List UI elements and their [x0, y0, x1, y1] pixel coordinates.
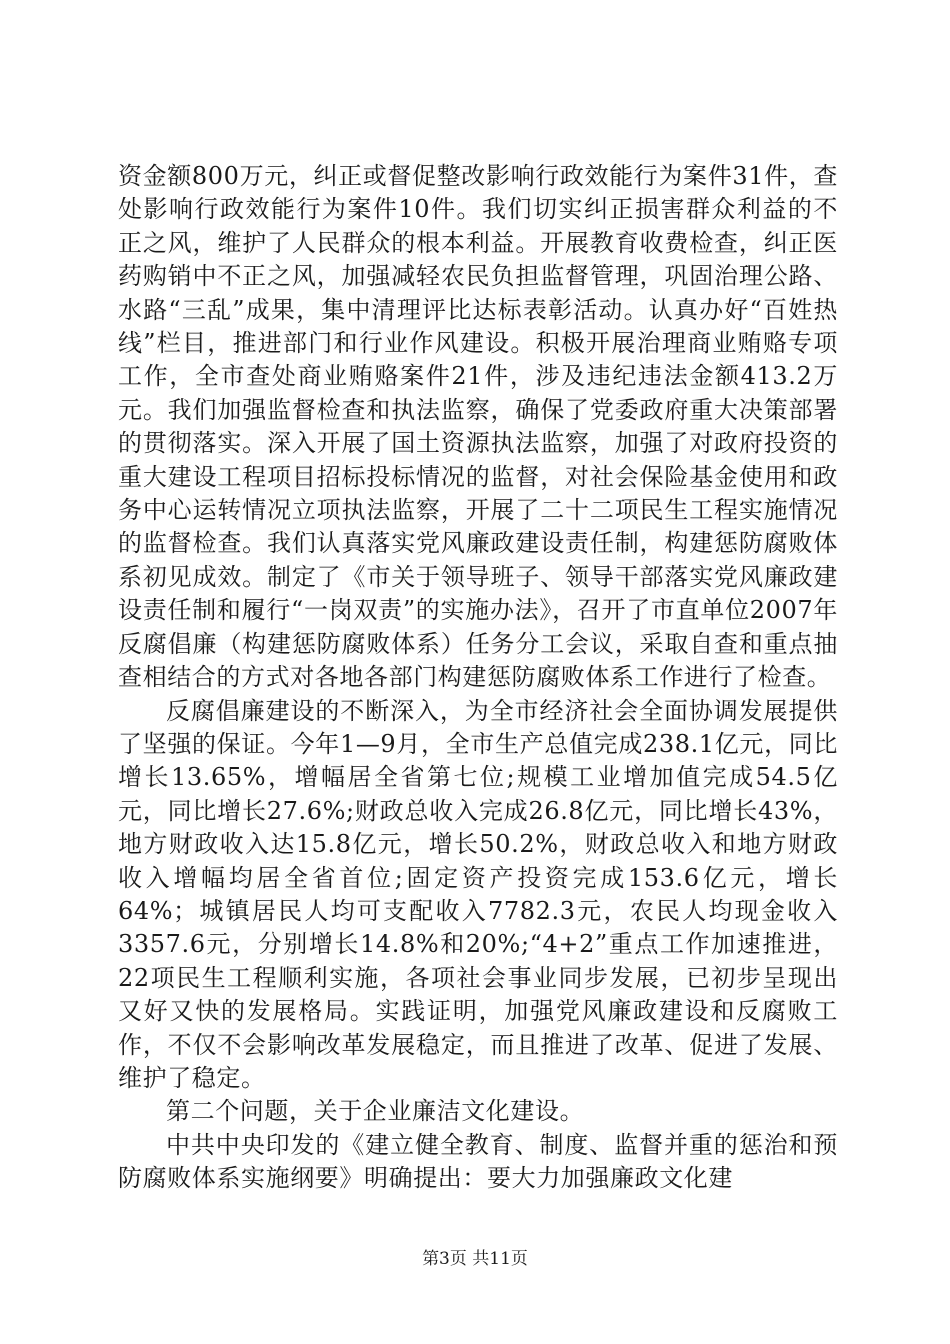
- document-body: [118, 160, 838, 1196]
- page-footer: 第3页 共11页: [422, 1249, 528, 1269]
- paragraph-3: 第二个问题，关于企业廉洁文化建设。: [166, 1097, 585, 1126]
- paragraph-1: 资金额800万元，纠正或督促整改影响行政效能行为案件31件，查处影响行政效能行为案件10件。我们切实纠正损害群众利益的不正之风，维护了人民群众的根本利益。开展教育收费检查，纠正医药购销中不正之风，加强减轻农民负担监督管理，巩固治理公路、水路“三乱”成果，集中清理评比达标表彰活动。认真办好“百姓热线”栏目，推进部门和行业作风建设。积极开展治理商业贿赂专项工作，全市查处商业贿赂案件21件，涉及违纪违法金额413.2万元。我们加强监督检查和执法监察，确保了党委政府重大决策部署的贯彻落实。深入开展了国土资源执法监察，加强了对政府投资的重大建设工程项目招标投标情况的监督，对社会保险基金使用和政务中心运转情况立项执法监察，开展了二十二项民生工程实施情况的监督检查。我们认真落实党风廉政建设责任制，构建惩防腐败体系初见成效。制定了《市关于领导班子、领导干部落实党风廉政建设责任制和履行“一岗双责”的实施办法》，召开了市直单位2007年反腐倡廉（构建惩防腐败体系）任务分工会议，采取自查和重点抽查相结合的方式对各地各部门构建惩防腐败体系工作进行了检查。: [118, 162, 838, 692]
- paragraph-4: 中共中央印发的《建立健全教育、制度、监督并重的惩治和预防腐败体系实施纲要》明确提出：要大力加强廉政文化建: [118, 1130, 838, 1193]
- paragraph-2: 反腐倡廉建设的不断深入，为全市经济社会全面协调发展提供了坚强的保证。今年1—9月，全市生产总值完成238.1亿元，同比增长13.65%，增幅居全省第七位;规模工业增加值完成54.5亿元，同比增长27.6%;财政总收入完成26.8亿元，同比增长43%，地方财政收入达15.8亿元，增长50.2%，财政总收入和地方财政收入增幅均居全省首位;固定资产投资完成153.6亿元，增长64%；城镇居民人均可支配收入7782.3元，农民人均现金收入3357.6元，分别增长14.8%和20%;“4+2”重点工作加速推进，22项民生工程顺利实施，各项社会事业同步发展，已初步呈现出又好又快的发展格局。实践证明，加强党风廉政建设和反腐败工作，不仅不会影响改革发展稳定，而且推进了改革、促进了发展、维护了稳定。: [118, 696, 838, 1092]
